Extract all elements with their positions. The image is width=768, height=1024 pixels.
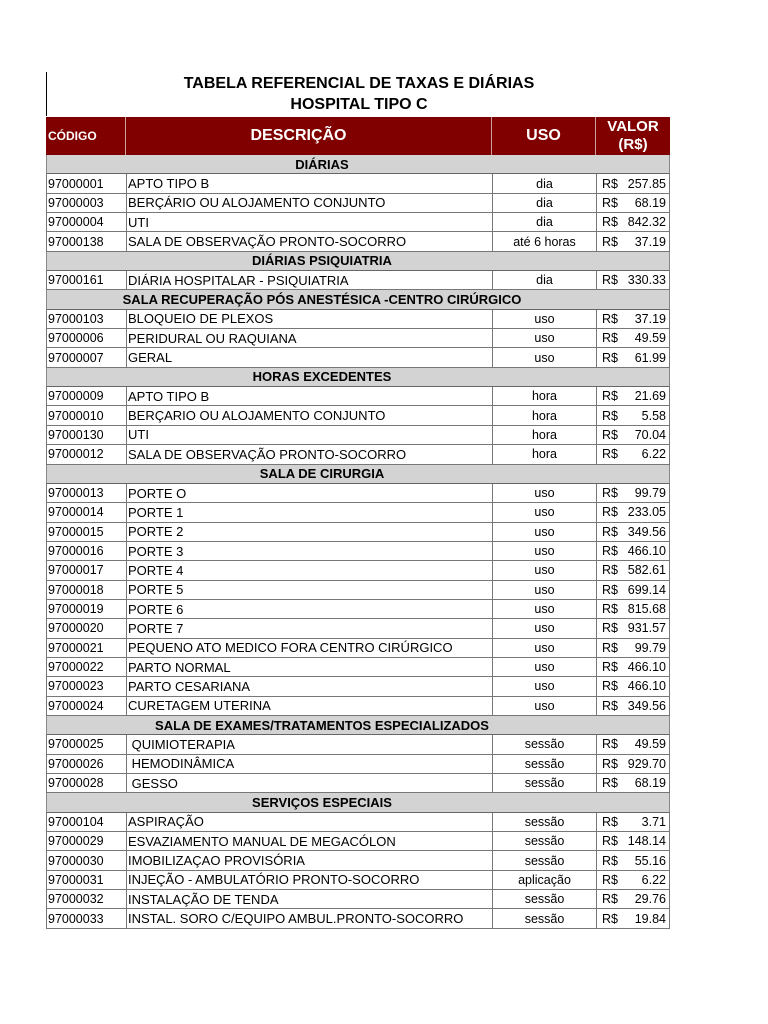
currency-symbol: R$ [602,602,618,617]
cell-code: 97000014 [46,503,126,521]
cell-code: 97000032 [46,890,126,908]
cell-use: uso [492,581,596,599]
cell-description: GESSO [126,774,492,792]
table-row [46,445,670,464]
cell-use: aplicação [492,871,596,889]
cell-use: sessão [492,851,596,869]
cell-code: 97000130 [46,426,126,444]
value-amount: 582.61 [627,563,666,578]
cell-use: hora [492,445,596,463]
cell-code: 97000021 [46,639,126,657]
value-amount: 49.59 [634,737,666,752]
table-row [46,909,670,928]
value-amount: 55.16 [634,853,666,868]
value-amount: 99.79 [634,486,666,501]
cell-code: 97000026 [46,755,126,773]
value-amount: 257.85 [627,176,666,191]
table-row [46,213,670,232]
value-amount: 6.22 [641,872,666,887]
cell-description: PORTE 1 [126,503,492,521]
value-amount: 842.32 [627,215,666,230]
cell-code: 97000103 [46,310,126,328]
cell-description: INSTAL. SORO C/EQUIPO AMBUL.PRONTO-SOCORRO [126,909,492,927]
table-row [46,619,670,638]
value-amount: 148.14 [627,834,666,849]
value-amount: 29.76 [634,892,666,907]
document-title: TABELA REFERENCIAL DE TAXAS E DIÁRIAS [183,75,535,92]
cell-use: uso [492,619,596,637]
table-row [46,561,670,580]
section-header [46,793,670,812]
table-row [46,871,670,890]
table-row [46,755,670,774]
section-title: SALA DE CIRURGIA [259,466,385,482]
table-row [46,271,670,290]
cell-value [596,561,670,579]
cell-value [596,174,670,192]
cell-description: APTO TIPO B [126,174,492,192]
cell-value [596,774,670,792]
currency-symbol: R$ [602,621,618,636]
currency-symbol: R$ [602,834,618,849]
table-row [46,600,670,619]
section-header [46,716,670,735]
cell-description: PORTE 7 [126,619,492,637]
section-header [46,290,670,309]
cell-code: 97000018 [46,581,126,599]
cell-use: dia [492,174,596,192]
cell-value [596,677,670,695]
cell-code: 97000001 [46,174,126,192]
cell-value [596,890,670,908]
cell-code: 97000007 [46,348,126,366]
cell-value [596,484,670,502]
currency-symbol: R$ [602,563,618,578]
cell-value [596,871,670,889]
cell-use: uso [492,523,596,541]
cell-description: PERIDURAL OU RAQUIANA [126,329,492,347]
currency-symbol: R$ [602,911,618,926]
cell-code: 97000024 [46,697,126,715]
table-row [46,523,670,542]
cell-value [596,658,670,676]
cell-value [596,600,670,618]
cell-description: APTO TIPO B [126,387,492,405]
cell-use: dia [492,271,596,289]
table-row [46,387,670,406]
table-body [46,155,670,929]
table-row [46,174,670,193]
cell-description: CURETAGEM UTERINA [126,697,492,715]
cell-value [596,387,670,405]
cell-use: até 6 horas [492,232,596,250]
cell-use: sessão [492,813,596,831]
cell-code: 97000025 [46,735,126,753]
table-row [46,581,670,600]
table-row [46,697,670,716]
cell-code: 97000003 [46,194,126,212]
cell-description: PORTE O [126,484,492,502]
cell-value [596,426,670,444]
currency-symbol: R$ [602,389,618,404]
cell-value [596,503,670,521]
value-amount: 699.14 [627,582,666,597]
value-amount: 466.10 [627,660,666,675]
cell-value [596,813,670,831]
value-amount: 466.10 [627,679,666,694]
cell-description: UTI [126,426,492,444]
section-title: SALA RECUPERAÇÃO PÓS ANESTÉSICA -CENTRO CIRÚRGICO [122,292,522,308]
table-row [46,310,670,329]
cell-code: 97000023 [46,677,126,695]
cell-description: PEQUENO ATO MEDICO FORA CENTRO CIRÚRGICO [126,639,492,657]
cell-value [596,232,670,250]
currency-symbol: R$ [602,892,618,907]
cell-use: uso [492,639,596,657]
cell-use: uso [492,561,596,579]
table-row [46,639,670,658]
table-row [46,735,670,754]
cell-use: dia [492,213,596,231]
table-row [46,194,670,213]
currency-symbol: R$ [602,195,618,210]
cell-code: 97000017 [46,561,126,579]
cell-code: 97000029 [46,832,126,850]
table-row [46,232,670,251]
currency-symbol: R$ [602,698,618,713]
cell-value [596,639,670,657]
cell-description: GERAL [126,348,492,366]
table-row [46,813,670,832]
table-row [46,348,670,367]
cell-value [596,523,670,541]
cell-code: 97000030 [46,851,126,869]
cell-code: 97000010 [46,406,126,424]
section-title: SERVIÇOS ESPECIAIS [252,795,392,811]
value-amount: 929.70 [627,756,666,771]
value-amount: 49.59 [634,331,666,346]
value-amount: 70.04 [634,427,666,442]
table-row [46,677,670,696]
currency-symbol: R$ [602,776,618,791]
header-use: USO [492,117,596,155]
currency-symbol: R$ [602,447,618,462]
value-amount: 349.56 [627,524,666,539]
cell-description: BERÇARIO OU ALOJAMENTO CONJUNTO [126,406,492,424]
cell-value [596,619,670,637]
cell-use: uso [492,348,596,366]
currency-symbol: R$ [602,311,618,326]
section-header [46,465,670,484]
cell-value [596,581,670,599]
cell-code: 97000016 [46,542,126,560]
currency-symbol: R$ [602,544,618,559]
cell-code: 97000031 [46,871,126,889]
cell-description: HEMODINÂMICA [126,755,492,773]
cell-value [596,735,670,753]
cell-value [596,194,670,212]
cell-description: IMOBILIZAÇAO PROVISÓRIA [126,851,492,869]
cell-use: sessão [492,735,596,753]
cell-use: hora [492,387,596,405]
cell-description: BERÇÁRIO OU ALOJAMENTO CONJUNTO [126,194,492,212]
cell-value [596,213,670,231]
currency-symbol: R$ [602,331,618,346]
cell-use: uso [492,329,596,347]
cell-code: 97000019 [46,600,126,618]
currency-symbol: R$ [602,737,618,752]
cell-description: PORTE 4 [126,561,492,579]
currency-symbol: R$ [602,176,618,191]
cell-value [596,310,670,328]
currency-symbol: R$ [602,640,618,655]
currency-symbol: R$ [602,756,618,771]
cell-use: sessão [492,774,596,792]
cell-use: uso [492,484,596,502]
cell-value [596,445,670,463]
currency-symbol: R$ [602,814,618,829]
table-row [46,329,670,348]
cell-description: PARTO CESARIANA [126,677,492,695]
cell-description: QUIMIOTERAPIA [126,735,492,753]
cell-use: dia [492,194,596,212]
table-row [46,890,670,909]
value-amount: 466.10 [627,544,666,559]
cell-use: uso [492,503,596,521]
cell-use: sessão [492,909,596,927]
value-amount: 37.19 [634,311,666,326]
value-amount: 19.84 [634,911,666,926]
currency-symbol: R$ [602,215,618,230]
cell-use: sessão [492,755,596,773]
value-amount: 330.33 [627,273,666,288]
cell-description: INSTALAÇÃO DE TENDA [126,890,492,908]
cell-value [596,271,670,289]
cell-value [596,697,670,715]
cell-use: sessão [492,832,596,850]
cell-code: 97000013 [46,484,126,502]
header-code: CÓDIGO [46,117,126,155]
value-amount: 233.05 [627,505,666,520]
currency-symbol: R$ [602,524,618,539]
left-border-line [46,72,47,116]
cell-value [596,348,670,366]
value-amount: 815.68 [627,602,666,617]
cell-description: PORTE 5 [126,581,492,599]
cell-description: DIÁRIA HOSPITALAR - PSIQUIATRIA [126,271,492,289]
table-row [46,503,670,522]
currency-symbol: R$ [602,234,618,249]
cell-code: 97000161 [46,271,126,289]
cell-use: uso [492,677,596,695]
cell-code: 97000138 [46,232,126,250]
cell-value [596,832,670,850]
cell-code: 97000028 [46,774,126,792]
cell-value [596,406,670,424]
section-header [46,252,670,271]
cell-code: 97000033 [46,909,126,927]
cell-code: 97000020 [46,619,126,637]
currency-symbol: R$ [602,408,618,423]
header-description: DESCRIÇÃO [126,117,492,155]
cell-description: INJEÇÃO - AMBULATÓRIO PRONTO-SOCORRO [126,871,492,889]
table-row [46,658,670,677]
value-amount: 5.58 [641,408,666,423]
value-amount: 349.56 [627,698,666,713]
cell-description: PORTE 2 [126,523,492,541]
value-amount: 3.71 [641,814,666,829]
table-row [46,542,670,561]
section-title: SALA DE EXAMES/TRATAMENTOS ESPECIALIZADOS [155,717,489,733]
cell-description: PORTE 3 [126,542,492,560]
cell-value [596,329,670,347]
value-amount: 6.22 [641,447,666,462]
cell-use: hora [492,406,596,424]
cell-description: BLOQUEIO DE PLEXOS [126,310,492,328]
table-row [46,406,670,425]
table-row [46,832,670,851]
cell-value [596,851,670,869]
currency-symbol: R$ [602,660,618,675]
cell-use: uso [492,658,596,676]
section-header [46,155,670,174]
header-value [596,117,670,155]
section-title: DIÁRIAS PSIQUIATRIA [252,253,392,269]
header-value-label: VALOR (R$) [607,118,659,153]
cell-description: PORTE 6 [126,600,492,618]
currency-symbol: R$ [602,486,618,501]
cell-description: ESVAZIAMENTO MANUAL DE MEGACÓLON [126,832,492,850]
currency-symbol: R$ [602,273,618,288]
cell-code: 97000004 [46,213,126,231]
cell-description: ASPIRAÇÃO [126,813,492,831]
currency-symbol: R$ [602,679,618,694]
value-amount: 68.19 [634,195,666,210]
value-amount: 68.19 [634,776,666,791]
currency-symbol: R$ [602,853,618,868]
rates-table [46,117,670,929]
cell-code: 97000015 [46,523,126,541]
section-header [46,368,670,387]
table-row [46,426,670,445]
currency-symbol: R$ [602,872,618,887]
cell-use: uso [492,697,596,715]
cell-use: uso [492,600,596,618]
cell-description: SALA DE OBSERVAÇÃO PRONTO-SOCORRO [126,232,492,250]
cell-use: hora [492,426,596,444]
document-subtitle: HOSPITAL TIPO C [290,96,428,113]
cell-value [596,755,670,773]
value-amount: 931.57 [627,621,666,636]
cell-value [596,542,670,560]
cell-description: UTI [126,213,492,231]
section-title: DIÁRIAS [295,156,349,172]
cell-code: 97000006 [46,329,126,347]
value-amount: 21.69 [634,389,666,404]
cell-use: uso [492,310,596,328]
cell-code: 97000009 [46,387,126,405]
value-amount: 99.79 [634,640,666,655]
section-title: HORAS EXCEDENTES [252,369,392,385]
value-amount: 37.19 [634,234,666,249]
cell-use: sessão [492,890,596,908]
value-amount: 61.99 [634,350,666,365]
table-header [46,117,670,155]
table-row [46,851,670,870]
currency-symbol: R$ [602,427,618,442]
cell-description: PARTO NORMAL [126,658,492,676]
cell-description: SALA DE OBSERVAÇÃO PRONTO-SOCORRO [126,445,492,463]
table-row [46,484,670,503]
currency-symbol: R$ [602,350,618,365]
currency-symbol: R$ [602,505,618,520]
cell-code: 97000104 [46,813,126,831]
cell-code: 97000012 [46,445,126,463]
cell-value [596,909,670,927]
cell-use: uso [492,542,596,560]
table-row [46,774,670,793]
currency-symbol: R$ [602,582,618,597]
cell-code: 97000022 [46,658,126,676]
